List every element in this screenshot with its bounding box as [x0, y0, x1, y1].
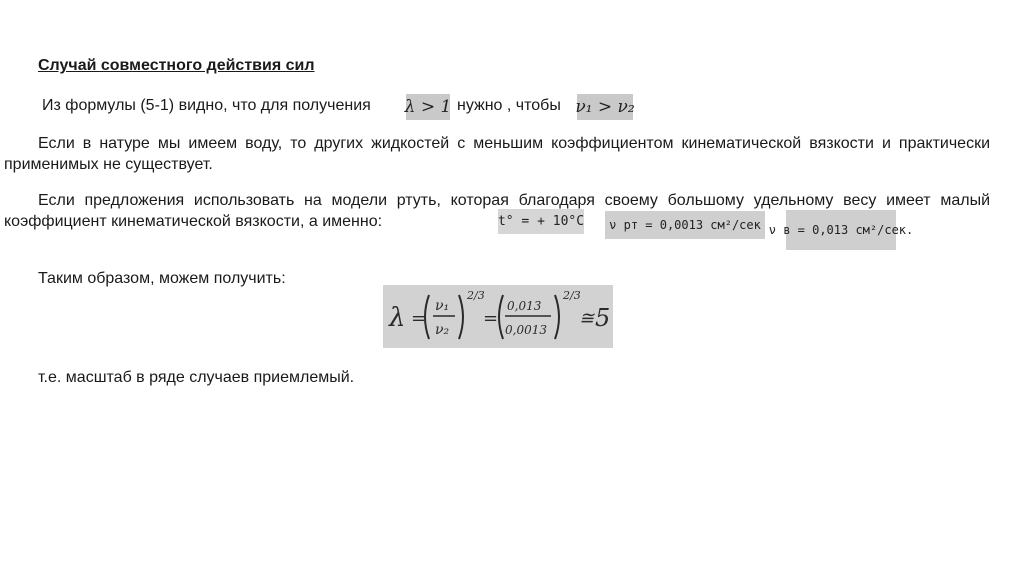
formula-nu2: ν₂	[435, 322, 450, 338]
paragraph-conclusion-intro: Таким образом, можем получить:	[38, 270, 286, 287]
formula-lambda: λ	[389, 303, 406, 333]
paragraph-water	[4, 133, 990, 175]
formula-equals-2: =	[483, 308, 499, 329]
section-heading: Случай совместного действия сил	[38, 57, 315, 74]
formula-approx: ≅	[579, 308, 595, 329]
formula-nu1: ν₁	[435, 298, 450, 314]
main-formula	[383, 285, 613, 348]
paragraph-formula-intro	[42, 95, 371, 116]
formula-mercury-viscosity: ν рт = 0,0013 см²/сек	[605, 211, 765, 239]
formula-numerator: 0,013	[507, 299, 542, 313]
formula-exponent-1: 2/3	[467, 289, 485, 302]
formula-temperature: t° = + 10°C	[498, 209, 584, 234]
paragraph-text: Если предложения использовать на модели ртуть, которая благодаря своему большому удельному весу имеет малый коэффициент кинематической вязкости, а именно:	[4, 192, 990, 230]
formula-water-viscosity: ν в = 0,013 см²/сек.	[786, 210, 896, 250]
paragraph-text-middle: нужно , чтобы	[457, 97, 561, 114]
paragraph-final: т.е. масштаб в ряде случаев приемлемый.	[38, 369, 355, 386]
formula-nu1-gt-nu2: ν₁ > ν₂	[577, 94, 633, 120]
paragraph-text: Если в натуре мы имеем воду, то других жидкостей с меньшим коэффициентом кинематической вязкости и практически применимых не существует.	[4, 135, 990, 173]
formula-equals-1: =	[411, 308, 427, 329]
formula-lambda-gt-1: λ > 1	[406, 94, 450, 120]
paragraph-text: Из формулы (5-1) видно, что для получения	[42, 97, 371, 114]
formula-denominator: 0,0013	[505, 323, 547, 337]
formula-exponent-2: 2/3	[563, 289, 581, 302]
formula-result: 5	[595, 304, 611, 332]
